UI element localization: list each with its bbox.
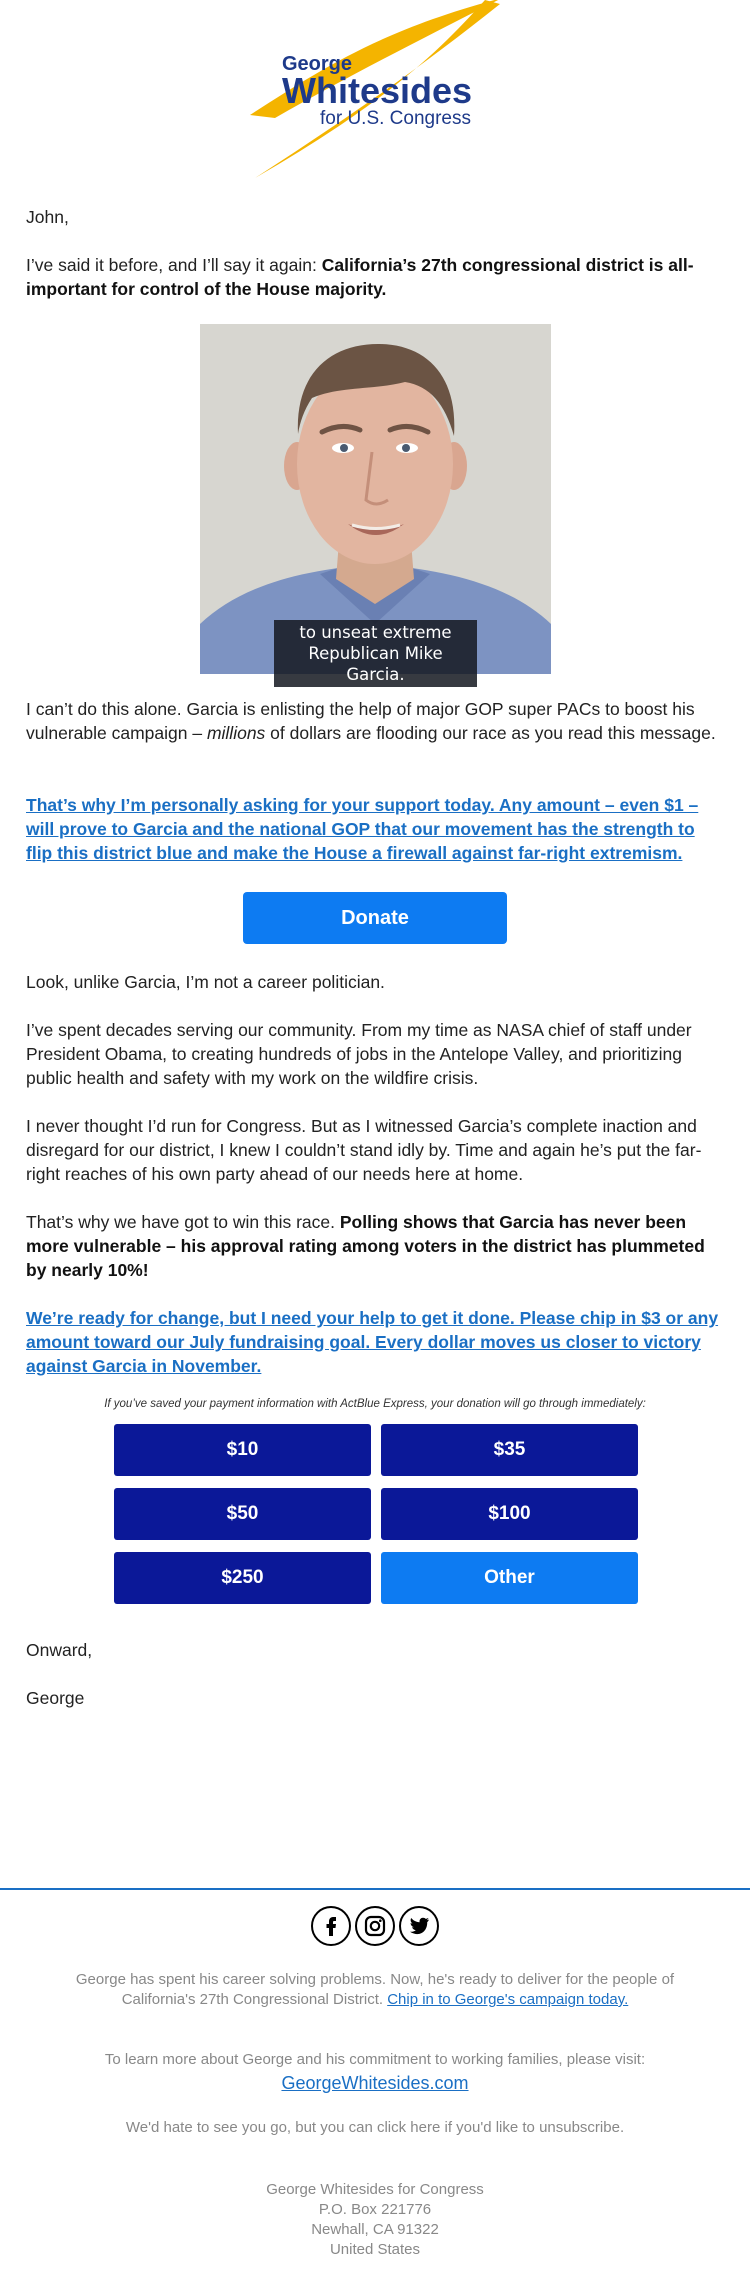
footer-divider <box>0 1888 750 1890</box>
intro-paragraph <box>26 253 724 301</box>
footer-chip-in-link[interactable]: Chip in to George's campaign today. <box>387 1991 629 2008</box>
amount-button-100[interactable]: $100 <box>381 1488 638 1540</box>
amount-button-250[interactable]: $250 <box>114 1552 371 1604</box>
win-text: That’s why we have got to win this race. <box>26 1212 340 1232</box>
address-line: P.O. Box 221776 <box>318 2201 432 2218</box>
intro-bold: California’s 27th congressional district is all-important for control of the House majority. <box>26 255 694 299</box>
actblue-express-note: If you’ve saved your payment information with ActBlue Express, your donation will go through immediately: <box>104 1398 646 1410</box>
address-line: George Whitesides for Congress <box>266 2181 484 2198</box>
alone-text-before: I can’t do this alone. Garcia is enlisting the help of major GOP super PACs to boost his vulnerable campaign – <box>26 699 695 743</box>
paragraph-alone <box>26 697 724 745</box>
support-ask-link[interactable]: That’s why I’m personally asking for your support today. Any amount – even $1 – will prove to Garcia and the national GOP that our movement has the strength to flip this district blue and make the House a firewall against far-right extremism. <box>26 795 699 863</box>
greeting: John, <box>26 207 69 227</box>
donate-button[interactable]: Donate <box>243 892 507 944</box>
paragraph-win <box>26 1210 724 1282</box>
paragraph-decades: I’ve spent decades serving our community. From my time as NASA chief of staff under President Obama, to creating hundreds of jobs in the Antelope Valley, and prioritizing public health and safety with my work on the wildfire crisis. <box>26 1020 692 1088</box>
amount-button-other[interactable]: Other <box>381 1552 638 1604</box>
footer-career-text: George has spent his career solving problems. Now, he's ready to deliver for the people of California's 27th Congressional District. <box>75 1971 675 2008</box>
video-thumbnail[interactable] <box>200 324 551 684</box>
signoff: Onward, <box>26 1640 93 1660</box>
campaign-logo <box>230 0 530 180</box>
address-line: Newhall, CA 91322 <box>311 2221 439 2238</box>
caption-line2: Republican Mike Garcia. <box>308 644 443 684</box>
instagram-icon[interactable] <box>355 1906 395 1946</box>
intro-text: I’ve said it before, and I’ll say it again: <box>26 255 322 275</box>
logo-line1: George <box>282 53 353 75</box>
amount-button-35[interactable]: $35 <box>381 1424 638 1476</box>
address-line: United States <box>329 2241 421 2258</box>
video-caption <box>274 620 477 687</box>
signature: George <box>26 1688 85 1708</box>
footer-career <box>75 1970 675 2010</box>
social-links <box>311 1906 439 1950</box>
paragraph-never: I never thought I’d run for Congress. But as I witnessed Garcia’s complete inaction and disregard for our district, I knew I couldn’t stand idly by. Time and again he’s put the far-right reaches of his own party ahead of our needs here at home. <box>26 1116 702 1184</box>
twitter-icon[interactable] <box>399 1906 439 1946</box>
logo-line3: for U.S. Congress <box>320 108 471 129</box>
footer-address <box>75 2180 675 2260</box>
footer-site-link[interactable]: GeorgeWhitesides.com <box>281 2073 469 2093</box>
alone-text-after: of dollars are flooding our race as you read this message. <box>265 723 716 743</box>
logo-line2: Whitesides <box>282 70 473 111</box>
alone-italic: millions <box>206 723 266 743</box>
win-bold: Polling shows that Garcia has never been more vulnerable – his approval rating among voters in the district has plummeted by nearly 10%! <box>26 1212 705 1280</box>
paragraph-career: Look, unlike Garcia, I’m not a career politician. <box>26 972 385 992</box>
footer-learn-text: To learn more about George and his commitment to working families, please visit: <box>104 2051 646 2068</box>
amount-button-10[interactable]: $10 <box>114 1424 371 1476</box>
unsubscribe-link[interactable]: We'd hate to see you go, but you can click here if you'd like to unsubscribe. <box>125 2119 625 2136</box>
chip-in-link[interactable]: We’re ready for change, but I need your help to get it done. Please chip in $3 or any amount toward our July fundraising goal. Every dollar moves us closer to victory against Garcia in November. <box>26 1308 719 1376</box>
facebook-icon[interactable] <box>311 1906 351 1946</box>
caption-line1: to unseat extreme <box>299 623 452 642</box>
footer-site <box>75 2070 675 2096</box>
amount-button-50[interactable]: $50 <box>114 1488 371 1540</box>
